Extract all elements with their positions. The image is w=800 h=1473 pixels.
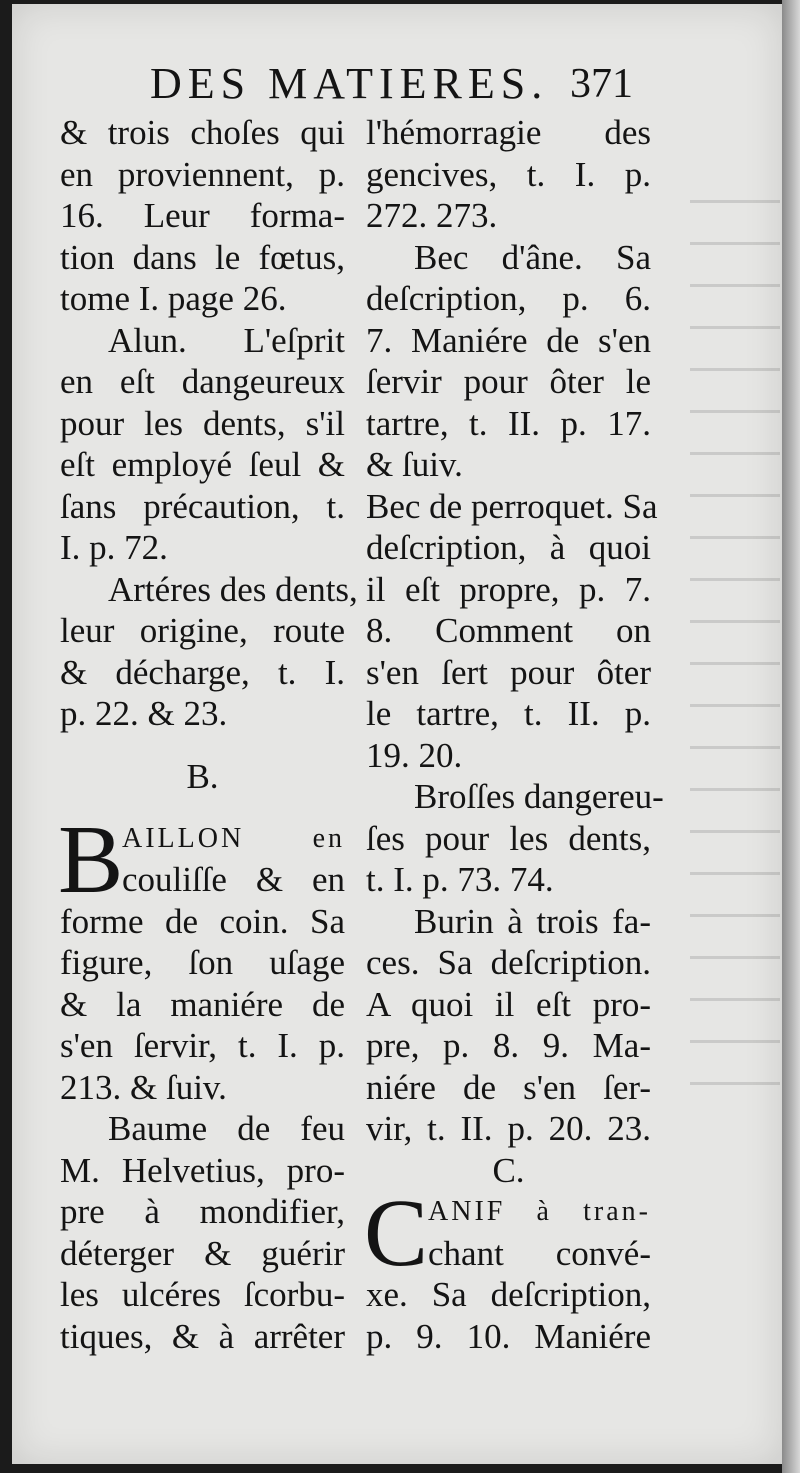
text-line: AILLON en xyxy=(122,822,345,854)
text-line: en proviennent, p. xyxy=(60,154,345,194)
text-line: pre, p. 8. 9. Ma- xyxy=(366,1026,651,1065)
text-line: & la maniére de xyxy=(60,984,345,1024)
text-line: deſcription, p. 6. xyxy=(366,279,651,318)
text-line: figure, ſon uſage xyxy=(60,943,345,982)
drop-cap-c: C xyxy=(364,1179,429,1286)
drop-cap-block-c xyxy=(364,1179,651,1286)
show-through xyxy=(690,200,780,1100)
text-line: ſes pour les dents, xyxy=(366,818,651,858)
text-line: & trois choſes qui xyxy=(60,113,345,152)
text-line: tartre, t. II. p. 17. xyxy=(366,403,651,443)
text-line: chant convé- xyxy=(428,1233,651,1273)
text-line: & décharge, t. I. xyxy=(60,652,345,692)
entry-baume: Baume de feu xyxy=(108,1109,345,1148)
text-line: gencives, t. I. p. xyxy=(366,154,651,194)
text-line: ces. Sa deſcription. xyxy=(366,943,651,982)
header-title: DES MATIERES. xyxy=(150,59,549,108)
drop-cap-b: B xyxy=(58,805,124,914)
text-line: deſcription, à quoi xyxy=(366,528,651,567)
text-line: 213. & ſuiv. xyxy=(60,1067,227,1107)
text-line: pour les dents, s'il xyxy=(60,403,345,443)
text-line: t. I. p. 73. 74. xyxy=(366,860,554,899)
text-line: p. 22. & 23. xyxy=(60,694,228,733)
text-line: xe. Sa deſcription, xyxy=(366,1275,651,1314)
text-line: 272. 273. xyxy=(366,196,498,235)
text-line: en eſt dangeureux xyxy=(60,362,345,401)
entry-alun: Alun. L'eſprit xyxy=(108,320,345,360)
text-line: tion dans le fœtus, xyxy=(60,237,345,277)
text-line: & ſuiv. xyxy=(366,445,463,484)
text-line: vir, t. II. p. 20. 23. xyxy=(366,1109,651,1148)
section-heading-c: C. xyxy=(492,1150,525,1190)
text-line: p. 9. 10. Maniére xyxy=(366,1316,651,1356)
text-line: les ulcéres ſcorbu- xyxy=(60,1275,345,1314)
text-line: déterger & guérir xyxy=(60,1233,345,1273)
text-line: 19. 20. xyxy=(366,735,463,775)
text-line: tome I. page 26. xyxy=(60,279,287,318)
text-line: s'en ſervir, t. I. p. xyxy=(60,1026,345,1065)
text-line: il eſt propre, p. 7. xyxy=(366,569,651,609)
text-line: ſervir pour ôter le xyxy=(366,362,651,401)
page-number: 371 xyxy=(570,61,633,107)
text-line: 8. Comment on xyxy=(366,611,651,650)
text-line: pre à mondifier, xyxy=(60,1192,345,1231)
running-header xyxy=(150,58,670,108)
entry-burin: Burin à trois fa- xyxy=(414,901,651,941)
text-line: tiques, & à arrêter xyxy=(60,1316,345,1356)
section-heading-b: B. xyxy=(186,756,219,796)
text-line: M. Helvetius, pro- xyxy=(60,1150,345,1190)
text-line: forme de coin. Sa xyxy=(60,901,345,941)
entry-brosses: Broſſes dangereu- xyxy=(414,777,664,816)
page-edge xyxy=(782,0,800,1473)
text-line: le tartre, t. II. p. xyxy=(366,694,651,733)
text-line: ſans précaution, t. xyxy=(60,486,345,526)
text-line: couliſſe & en xyxy=(122,860,345,899)
entry-arteres: Artéres des dents, xyxy=(108,569,358,609)
left-column xyxy=(58,112,358,1357)
text-line: A quoi il eſt pro- xyxy=(366,984,651,1024)
drop-cap-block-b xyxy=(58,805,345,914)
text-line: leur origine, route xyxy=(60,611,345,650)
text-line: niére de s'en ſer- xyxy=(366,1067,651,1107)
entry-bec-de-perroquet: Bec de perroquet. Sa xyxy=(366,486,658,526)
entry-bec-d-ane: Bec d'âne. Sa xyxy=(414,237,651,277)
right-column xyxy=(364,112,664,1357)
text-line: eſt employé ſeul & xyxy=(60,445,345,484)
text-line: ANIF à tran- xyxy=(428,1196,651,1227)
text-line: I. p. 72. xyxy=(60,528,168,567)
text-line: 16. Leur forma- xyxy=(60,196,345,235)
text-line: l'hémorragie des xyxy=(366,113,651,152)
text-line: 7. Maniére de s'en xyxy=(366,320,651,360)
text-line: s'en ſert pour ôter xyxy=(366,652,651,692)
